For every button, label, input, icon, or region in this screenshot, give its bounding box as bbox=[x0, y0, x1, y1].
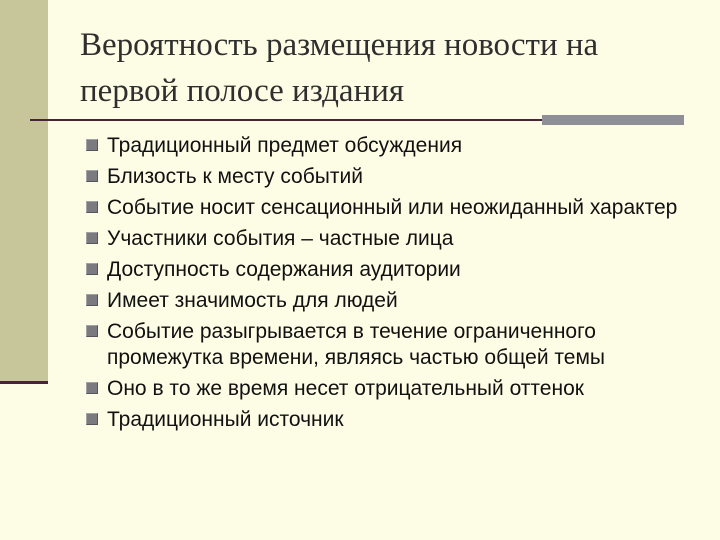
list-item bbox=[86, 223, 706, 254]
list-item-text: Традиционный предмет обсуждения bbox=[107, 134, 463, 157]
square-bullet-icon bbox=[86, 170, 98, 182]
square-bullet-icon bbox=[86, 382, 98, 394]
list-item-text: Участники события – частные лица bbox=[107, 227, 454, 250]
title-divider-block bbox=[542, 115, 684, 125]
square-bullet-icon bbox=[86, 263, 98, 275]
square-bullet-icon bbox=[86, 294, 98, 306]
list-item-text: Имеет значимость для людей bbox=[107, 289, 398, 312]
square-bullet-icon bbox=[86, 413, 98, 425]
list-item-text: Традиционный источник bbox=[107, 408, 344, 431]
square-bullet-icon bbox=[86, 139, 98, 151]
decorative-side-bar bbox=[0, 0, 48, 382]
list-item bbox=[86, 404, 706, 435]
square-bullet-icon bbox=[86, 325, 98, 337]
list-item-text: Близость к месту событий bbox=[107, 165, 363, 188]
list-item-text: Доступность содержания аудитории bbox=[107, 258, 461, 281]
list-item bbox=[86, 316, 706, 373]
list-item-text: Оно в то же время несет отрицательный оттенок bbox=[107, 377, 584, 400]
list-item bbox=[86, 254, 706, 285]
bullet-list bbox=[86, 130, 706, 435]
list-item bbox=[86, 192, 706, 223]
list-item bbox=[86, 130, 706, 161]
list-item-text: Событие разыгрывается в течение ограниченного промежутка времени, являясь частью общей темы bbox=[107, 320, 605, 369]
square-bullet-icon bbox=[86, 232, 98, 244]
side-bar-accent-line bbox=[0, 381, 48, 384]
slide-title: Вероятность размещения новости на первой полосе издания bbox=[80, 27, 599, 109]
list-item bbox=[86, 373, 706, 404]
title-divider-line bbox=[30, 119, 550, 121]
list-item bbox=[86, 285, 706, 316]
list-item-text: Событие носит сенсационный или неожиданный характер bbox=[107, 196, 678, 219]
square-bullet-icon bbox=[86, 201, 98, 213]
list-item bbox=[86, 161, 706, 192]
